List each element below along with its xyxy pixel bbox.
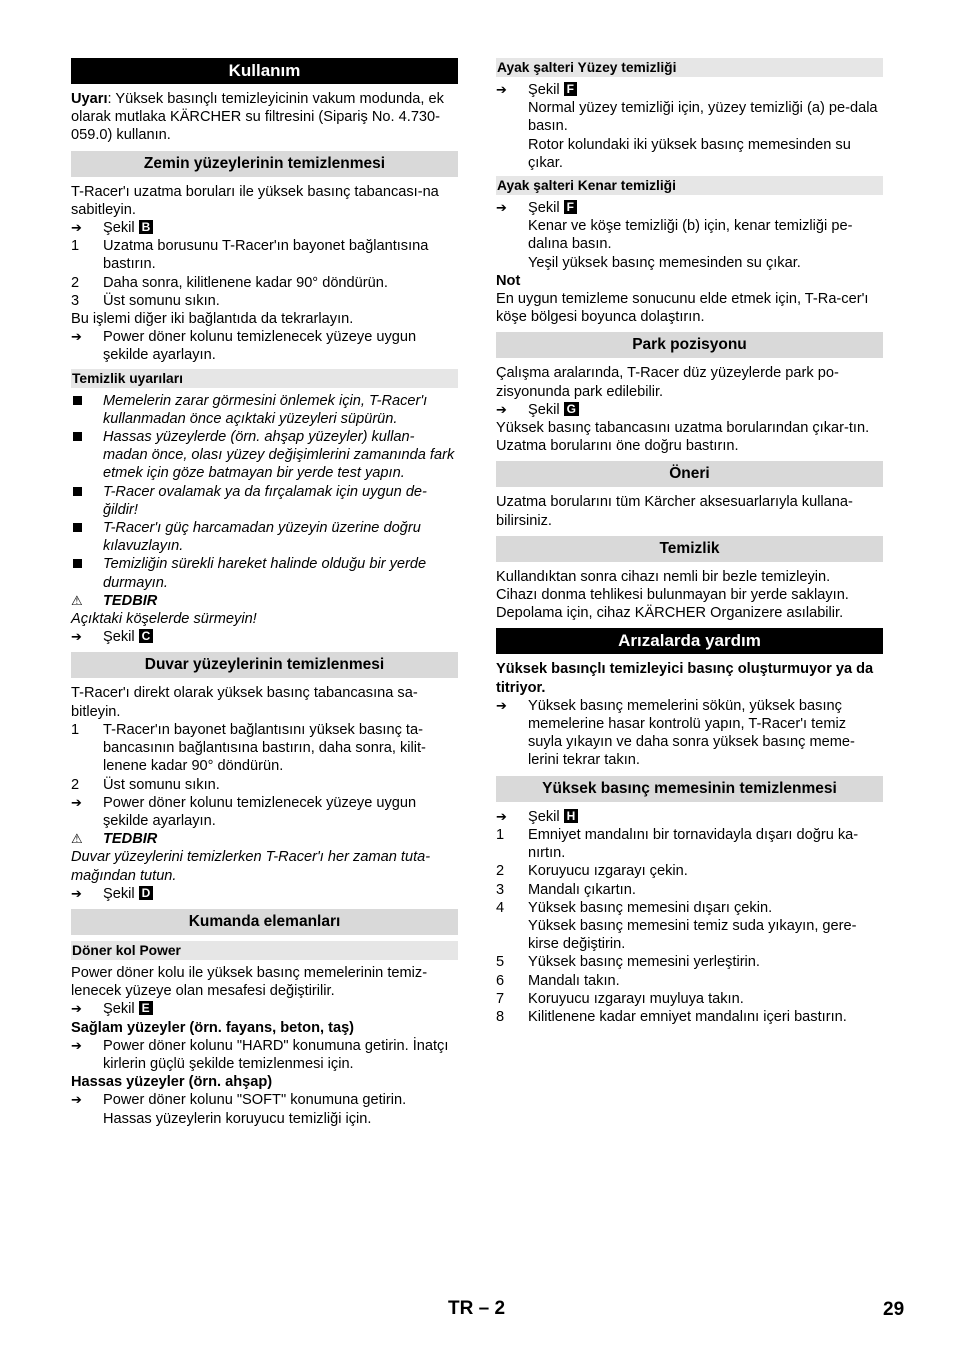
park-text-3: Uzatma borularını öne doğru bastırın. [496,438,739,455]
arrow-right-icon: ➔ [71,329,82,345]
step-number [496,917,528,953]
list-item [71,555,458,591]
figure-label: Şekil [528,401,560,418]
fault-question: Yüksek basınçlı temizleyici basınç oluşturmuyor ya da titriyor. [496,661,874,696]
yuzey-text-1: Normal yüzey temizliği için, yüzey temizliği (a) pe-dala basın. [528,100,878,135]
cleaning-tips-list [71,392,458,592]
list-item [71,483,458,519]
section-heading-zemin: Zemin yüzeylerinin temizlenmesi [71,151,458,177]
step-number: 8 [496,1008,505,1025]
note-text: En uygun temizleme sonucunu elde etmek için, T-Ra-cer'ı köşe bölgesi boyunca dolaştırın. [496,291,869,326]
list-item [496,917,883,953]
list-item [71,237,458,273]
figure-ref-d [71,885,458,903]
caution-text-1: Açıktaki köşelerde sürmeyin! [71,611,257,628]
figure-badge-g: G [564,402,579,416]
remedy-text: Yüksek basınç memelerini sökün, yüksek basınç memelerine hasar kontrolü yapın, T-Racer'ı temiz suyla yıkayın ve daha sonra yüksek basınç meme-lerini tekrar takın. [528,697,855,769]
step-text: Daha sonra, kilitlenene kadar 90° döndürün. [103,274,388,291]
kenar-text [496,217,883,272]
step-number: 2 [496,863,505,880]
arrow-right-icon: ➔ [71,1037,82,1053]
subheading-yuzey-temizligi: Ayak şalteri Yüzey temizliği [496,58,883,77]
figure-ref-f-2 [496,199,883,217]
figure-badge-f: F [564,200,577,214]
right-column [496,58,883,1026]
figure-label: Şekil [528,200,560,217]
caution-heading [71,830,458,848]
yuzey-text [496,99,883,172]
list-item [496,862,883,880]
square-bullet-icon [71,483,103,519]
temizlik-text-2: Cihazı donma tehlikesi bulunmayan bir yerde saklayın. [496,587,849,604]
list-item [71,392,458,428]
saglam-instruction [71,1037,458,1073]
section-heading-temizlik: Temizlik [496,536,883,562]
yuzey-text-2: Rotor kolundaki iki yüksek basınç memesinden su çıkar. [528,136,851,171]
temizlik-text-3: Depolama için, cihaz KÄRCHER Organizere asılabilir. [496,605,844,622]
step-number: 1 [71,238,80,255]
zemin-power-instruction [71,328,458,364]
step-text: Uzatma borusunu T-Racer'ın bayonet bağlantısına bastırın. [103,238,429,273]
zemin-repeat: Bu işlemi diğer iki bağlantıda da tekrarlayın. [71,311,354,328]
park-text: Çalışma aralarında, T-Racer düz yüzeylerde park po-zisyonunda park edilebilir. [496,365,839,400]
bullet-text: T-Racer'ı güç harcamadan yüzeyin üzerine doğru kılavuzlayın. [103,520,421,555]
step-number: 1 [496,826,505,843]
square-bullet-icon [71,392,103,428]
doner-text: Power döner kolu ile yüksek basınç memelerinin temiz-lenecek yüzeye olan mesafesi değiştirilir. [71,964,428,1000]
kenar-text-1: Kenar ve köşe temizliği (b) için, kenar temizliği pe-dalına basın. [528,218,853,253]
step-number: 6 [496,972,505,989]
arrow-right-icon: ➔ [71,794,82,810]
caution-text-2: Duvar yüzeylerini temizlerken T-Racer'ı her zaman tuta-mağından tutun. [71,849,431,884]
subheading-temizlik-uyarilari: Temizlik uyarıları [71,369,458,388]
kenar-text-2: Yeşil yüksek basınç memesinden su çıkar. [528,254,801,271]
step-text: Yüksek basınç memesini yerleştirin. [528,954,760,971]
step-number: 2 [71,776,80,793]
hassas-heading: Hassas yüzeyler (örn. ahşap) [71,1074,273,1091]
note-label: Not [496,272,521,289]
step-number: 7 [496,990,505,1007]
arrow-right-icon: ➔ [496,697,507,713]
section-heading-duvar: Duvar yüzeylerinin temizlenmesi [71,652,458,678]
bullet-text: Hassas yüzeylerde (örn. ahşap yüzeyler) kullan-madan önce, olası yüzey değişimlerini zamanında fark etmek için göze batmayan bir yerde test yapın. [103,429,455,482]
zemin-steps-list [71,237,458,310]
warning-paragraph [71,90,458,145]
step-number: 3 [496,881,505,898]
step-text: Emniyet mandalını bir tornavidayla dışarı doğru ka-nırtın. [528,826,859,862]
list-item [71,274,458,292]
list-item [496,990,883,1008]
warning-label: Uyarı [71,91,108,107]
bullet-text: Memelerin zarar görmesini önlemek için, T-Racer'ı kullanmadan önce açıktaki yüzeyleri süpürün. [103,392,428,427]
list-item [71,428,458,483]
arrow-right-icon: ➔ [496,200,507,216]
figure-label: Şekil [103,220,135,237]
park-text-2: Yüksek basınç tabancasını uzatma borularından çıkar-tın. [496,420,870,437]
duvar-steps-list [71,721,458,794]
saglam-heading: Sağlam yüzeyler (örn. fayans, beton, taş) [71,1019,355,1036]
temizlik-text-1: Kullandıktan sonra cihazı nemli bir bezle temizleyin. [496,568,831,585]
list-item [496,1008,883,1026]
footer-language-page: TR – 2 [448,1298,506,1319]
footer-page-number: 29 [883,1299,905,1320]
caution-label: TEDBIR [103,831,158,848]
bullet-text: T-Racer ovalamak ya da fırçalamak için uygun de-ğildir! [103,483,427,518]
step-number: 1 [71,721,80,738]
list-item [496,881,883,899]
section-heading-oneri: Öneri [496,461,883,487]
step-text: T-Racer'ın bayonet bağlantısını yüksek basınç ta-bancasının bağlantısına bastırın, daha sonra, kilit-lenene kadar 90° döndürün. [103,721,426,775]
section-heading-arizalar: Arızalarda yardım [496,628,883,654]
arrow-right-icon: ➔ [71,885,82,901]
step-text: Koruyucu ızgarayı muyluya takın. [528,990,744,1007]
instruction-text: Power döner kolunu temizlenecek yüzeye uygun şekilde ayarlayın. [103,329,417,364]
square-bullet-icon [71,555,103,591]
duvar-intro: T-Racer'ı direkt olarak yüksek basınç tabancasına sa-bitleyin. [71,685,418,720]
list-item [496,953,883,971]
arrow-right-icon: ➔ [496,82,507,97]
fault-remedy [496,697,883,770]
step-text: Koruyucu ızgarayı çekin. [528,863,688,880]
warning-triangle-icon: ⚠ [71,592,83,608]
caution-label: TEDBIR [103,592,158,609]
square-bullet-icon [71,428,103,483]
figure-ref-h [496,808,883,826]
subheading-doner-kol: Döner kol Power [71,941,458,960]
figure-badge-d: D [139,886,154,900]
figure-ref-b [71,219,458,237]
figure-label: Şekil [103,629,135,646]
arrow-right-icon: ➔ [71,629,82,645]
section-heading-park: Park pozisyonu [496,332,883,358]
figure-badge-b: B [139,220,154,234]
figure-ref-f [496,81,883,99]
arrow-right-icon: ➔ [71,1092,82,1108]
instruction-text: Power döner kolunu "SOFT" konumuna getirin. Hassas yüzeylerin koruyucu temizliği için. [103,1092,407,1127]
list-item [71,519,458,555]
step-text: Üst somunu sıkın. [103,776,220,793]
list-item [71,721,458,776]
figure-label: Şekil [528,808,560,825]
warning-triangle-icon: ⚠ [71,831,83,847]
section-heading-kumanda: Kumanda elemanları [71,909,458,935]
instruction-text: Power döner kolunu temizlenecek yüzeye uygun şekilde ayarlayın. [103,794,417,829]
list-item [71,776,458,794]
arrow-right-icon: ➔ [496,401,507,417]
step-number: 2 [71,274,80,291]
figure-ref-g [496,401,883,419]
figure-badge-f: F [564,82,577,96]
subheading-kenar-temizligi: Ayak şalteri Kenar temizliği [496,176,883,195]
caution-heading [71,592,458,610]
figure-ref-c [71,628,458,646]
warning-text: : Yüksek basınçlı temizleyicinin vakum modunda, ek olarak mutlaka KÄRCHER su filtresini (Sipariş No. 4.730-059.0) kullanın. [71,91,444,144]
arrow-right-icon: ➔ [71,1001,82,1017]
list-item [496,972,883,990]
step-number: 4 [496,899,505,916]
figure-badge-c: C [139,629,154,643]
step-text: Yüksek basınç memesini temiz suda yıkayın, gere-kirse değiştirin. [528,917,857,953]
step-text: Kilitlenene kadar emniyet mandalını içeri bastırın. [528,1008,847,1025]
bullet-text: Temizliğin sürekli hareket halinde olduğu bir yerde durmayın. [103,556,427,591]
step-number: 3 [71,292,80,309]
arrow-right-icon: ➔ [71,220,82,236]
step-text: Üst somunu sıkın. [103,292,220,309]
figure-label: Şekil [103,1001,135,1018]
figure-label: Şekil [528,82,560,98]
list-item [496,826,883,862]
square-bullet-icon [71,519,103,555]
hassas-instruction [71,1091,458,1127]
step-text: Mandalı çıkartın. [528,881,636,898]
step-text: Yüksek basınç memesini dışarı çekin. [528,899,773,916]
section-heading-meme: Yüksek basınç memesinin temizlenmesi [496,776,883,802]
step-text: Mandalı takın. [528,972,620,989]
left-column [71,58,458,1128]
meme-steps-list [496,826,883,1026]
figure-badge-e: E [139,1001,153,1015]
list-item [496,899,883,917]
instruction-text: Power döner kolunu "HARD" konumuna getirin. İnatçı kirlerin güçlü şekilde temizlenmesi için. [103,1037,449,1072]
figure-badge-h: H [564,809,579,823]
section-heading-kullanim: Kullanım [71,58,458,84]
duvar-power-instruction [71,794,458,830]
oneri-text: Uzatma borularını tüm Kärcher aksesuarlarıyla kullana-bilirsiniz. [496,494,853,529]
step-number: 5 [496,954,505,971]
figure-ref-e [71,1000,458,1018]
zemin-intro: T-Racer'ı uzatma boruları ile yüksek basınç tabancası-na sabitleyin. [71,183,439,218]
figure-label: Şekil [103,885,135,902]
list-item [71,292,458,310]
arrow-right-icon: ➔ [496,808,507,824]
